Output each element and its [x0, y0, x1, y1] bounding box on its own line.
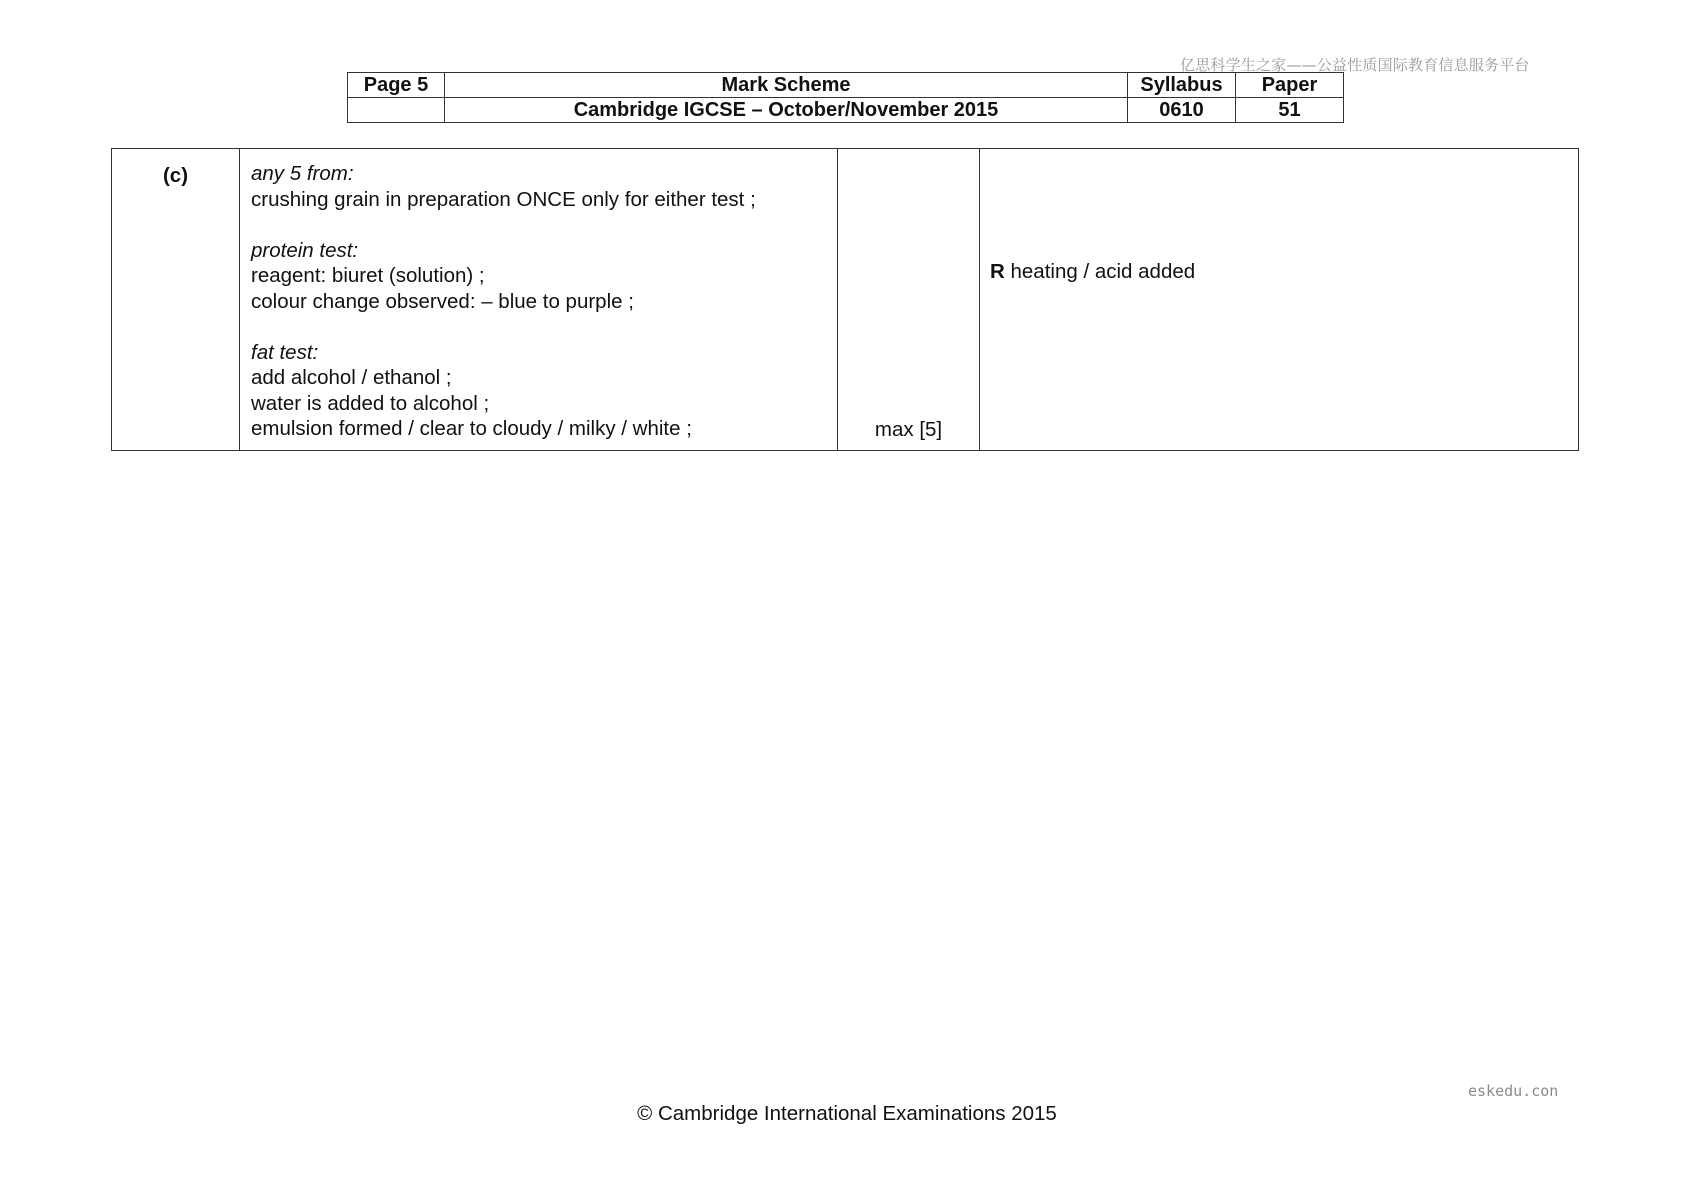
answer-line: reagent: biuret (solution) ;	[251, 264, 485, 287]
question-part: (c)	[112, 149, 240, 451]
reject-marker: R	[990, 260, 1005, 283]
marks-value: max [5]	[874, 417, 943, 441]
answer-intro: any 5 from:	[251, 162, 354, 185]
answer-line: water is added to alcohol ;	[251, 391, 490, 415]
header-table	[347, 72, 1344, 123]
guidance-body: heating / acid added	[1004, 260, 1196, 283]
guidance-text	[990, 259, 1568, 285]
answer-line: colour change observed: – blue to purple ;	[251, 289, 634, 313]
paper-value: 51	[1236, 98, 1344, 123]
page-number-blank	[348, 98, 445, 123]
answer-cell	[240, 149, 838, 451]
page-number: Page 5	[348, 73, 445, 98]
mark-scheme-table	[111, 148, 1579, 451]
answer-line: add alcohol / ethanol ;	[251, 366, 452, 389]
paper-label: Paper	[1236, 73, 1344, 98]
spacer	[251, 212, 827, 238]
marks-cell	[838, 149, 980, 451]
protein-heading: protein test:	[251, 238, 359, 262]
answer-line: emulsion formed / clear to cloudy / milky / white ;	[251, 417, 692, 440]
watermark-bottom: eskedu.con	[1468, 1082, 1559, 1100]
spacer	[251, 314, 827, 340]
watermark-top: 亿思科学生之家——公益性质国际教育信息服务平台	[1180, 56, 1530, 74]
syllabus-label: Syllabus	[1128, 73, 1236, 98]
answer-line: crushing grain in preparation ONCE only for either test ;	[251, 187, 756, 211]
copyright-footer: © Cambridge International Examinations 2015	[637, 1102, 1057, 1125]
document-title: Mark Scheme	[445, 73, 1128, 98]
table-row	[112, 149, 1579, 451]
exam-session: Cambridge IGCSE – October/November 2015	[445, 98, 1128, 123]
syllabus-value: 0610	[1128, 98, 1236, 123]
fat-heading: fat test:	[251, 340, 319, 364]
guidance-cell	[980, 149, 1579, 451]
